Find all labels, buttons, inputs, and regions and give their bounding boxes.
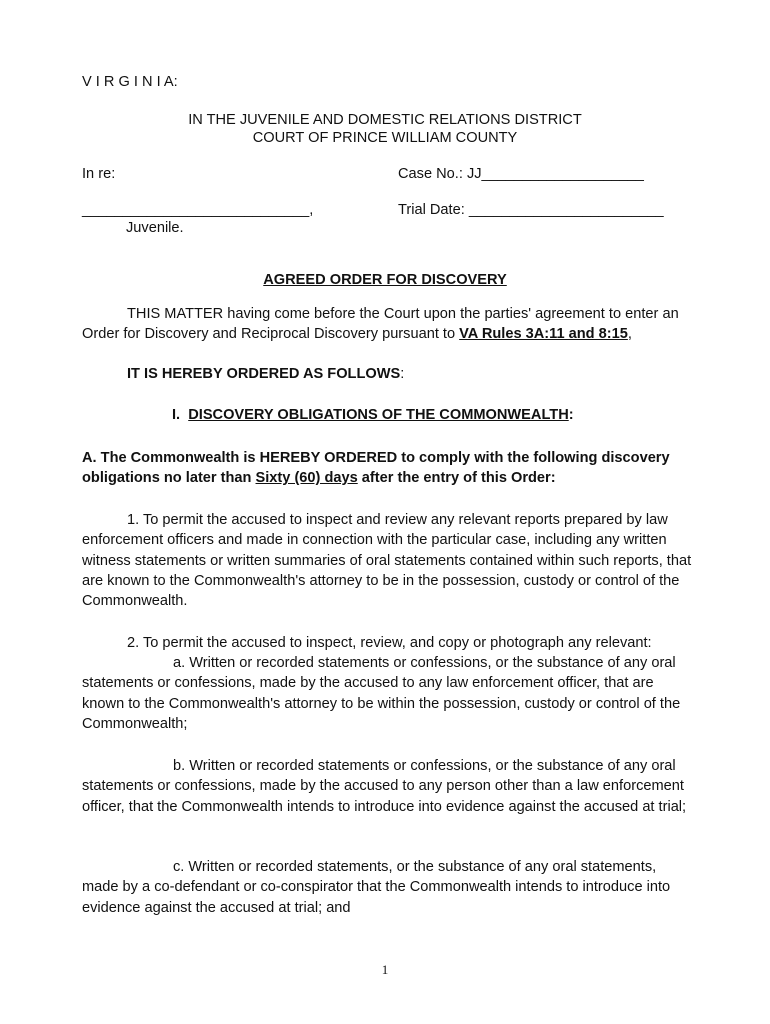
trial-date-field: Trial Date: ________________________ xyxy=(398,202,664,218)
ordered-text: IT IS HEREBY ORDERED AS FOLLOWS xyxy=(127,366,401,382)
intro-paragraph xyxy=(82,304,694,345)
section-a-prefix: A. The Commonwealth is HEREBY ORDERED to comply with the following discovery obligations no later than xyxy=(82,450,670,487)
section-1-colon: : xyxy=(568,407,574,423)
document-title: AGREED ORDER FOR DISCOVERY xyxy=(263,272,507,288)
ordered-colon: : xyxy=(400,366,405,382)
in-re-label: In re: xyxy=(82,166,116,182)
case-number-field: Case No.: JJ____________________ xyxy=(398,166,644,182)
juvenile-label: Juvenile. xyxy=(126,220,184,236)
intro-text: THIS MATTER having come before the Court upon the parties' agreement to enter an Order for Discovery and Reciprocal Discovery pursuant to xyxy=(82,306,679,343)
item-2a: a. Written or recorded statements or confessions, or the substance of any oral statements or confessions, made by the accused to any law enforcement officer, that are known to the Commonwealth's attorney to be within the possession, custody or control of the Commonwealth; xyxy=(82,655,681,732)
section-a-suffix: after the entry of this Order: xyxy=(357,470,556,487)
court-name-line1: IN THE JUVENILE AND DOMESTIC RELATIONS DISTRICT xyxy=(188,112,582,128)
page-number: 1 xyxy=(381,962,389,977)
item-2: 2. To permit the accused to inspect, review, and copy or photograph any relevant: xyxy=(127,635,652,651)
section-1-number: I. xyxy=(172,407,189,423)
state-heading: V I R G I N I A: xyxy=(82,74,178,90)
court-name-line2: COURT OF PRINCE WILLIAM COUNTY xyxy=(252,130,518,146)
section-1-title: DISCOVERY OBLIGATIONS OF THE COMMONWEALTH xyxy=(188,407,569,423)
section-a-deadline: Sixty (60) days xyxy=(255,470,358,487)
item-1: 1. To permit the accused to inspect and review any relevant reports prepared by law enforcement officers and made in connection with the particular case, including any written witness statements or written summaries of oral statements contained within such reports, that are known to the Commonwealth's attorney to be in the possession, custody or control of the Commonwealth. xyxy=(82,512,692,610)
section-1-heading xyxy=(172,407,574,423)
juvenile-name-line: ____________________________, xyxy=(82,202,314,218)
item-2c: c. Written or recorded statements, or the substance of any oral statements, made by a co-defendant or co-conspirator that the Commonwealth intends to introduce into evidence against the accused at trial; and xyxy=(82,859,671,916)
section-a-paragraph xyxy=(82,448,694,489)
intro-end: , xyxy=(627,326,632,343)
ordered-heading xyxy=(127,366,404,382)
rules-reference: VA Rules 3A:11 and 8:15 xyxy=(459,326,628,343)
item-2b: b. Written or recorded statements or confessions, or the substance of any oral statements or confessions, made by the accused to any person other than a law enforcement officer, that the Commonwealth intends to introduce into evidence against the accused at trial; xyxy=(82,758,687,815)
